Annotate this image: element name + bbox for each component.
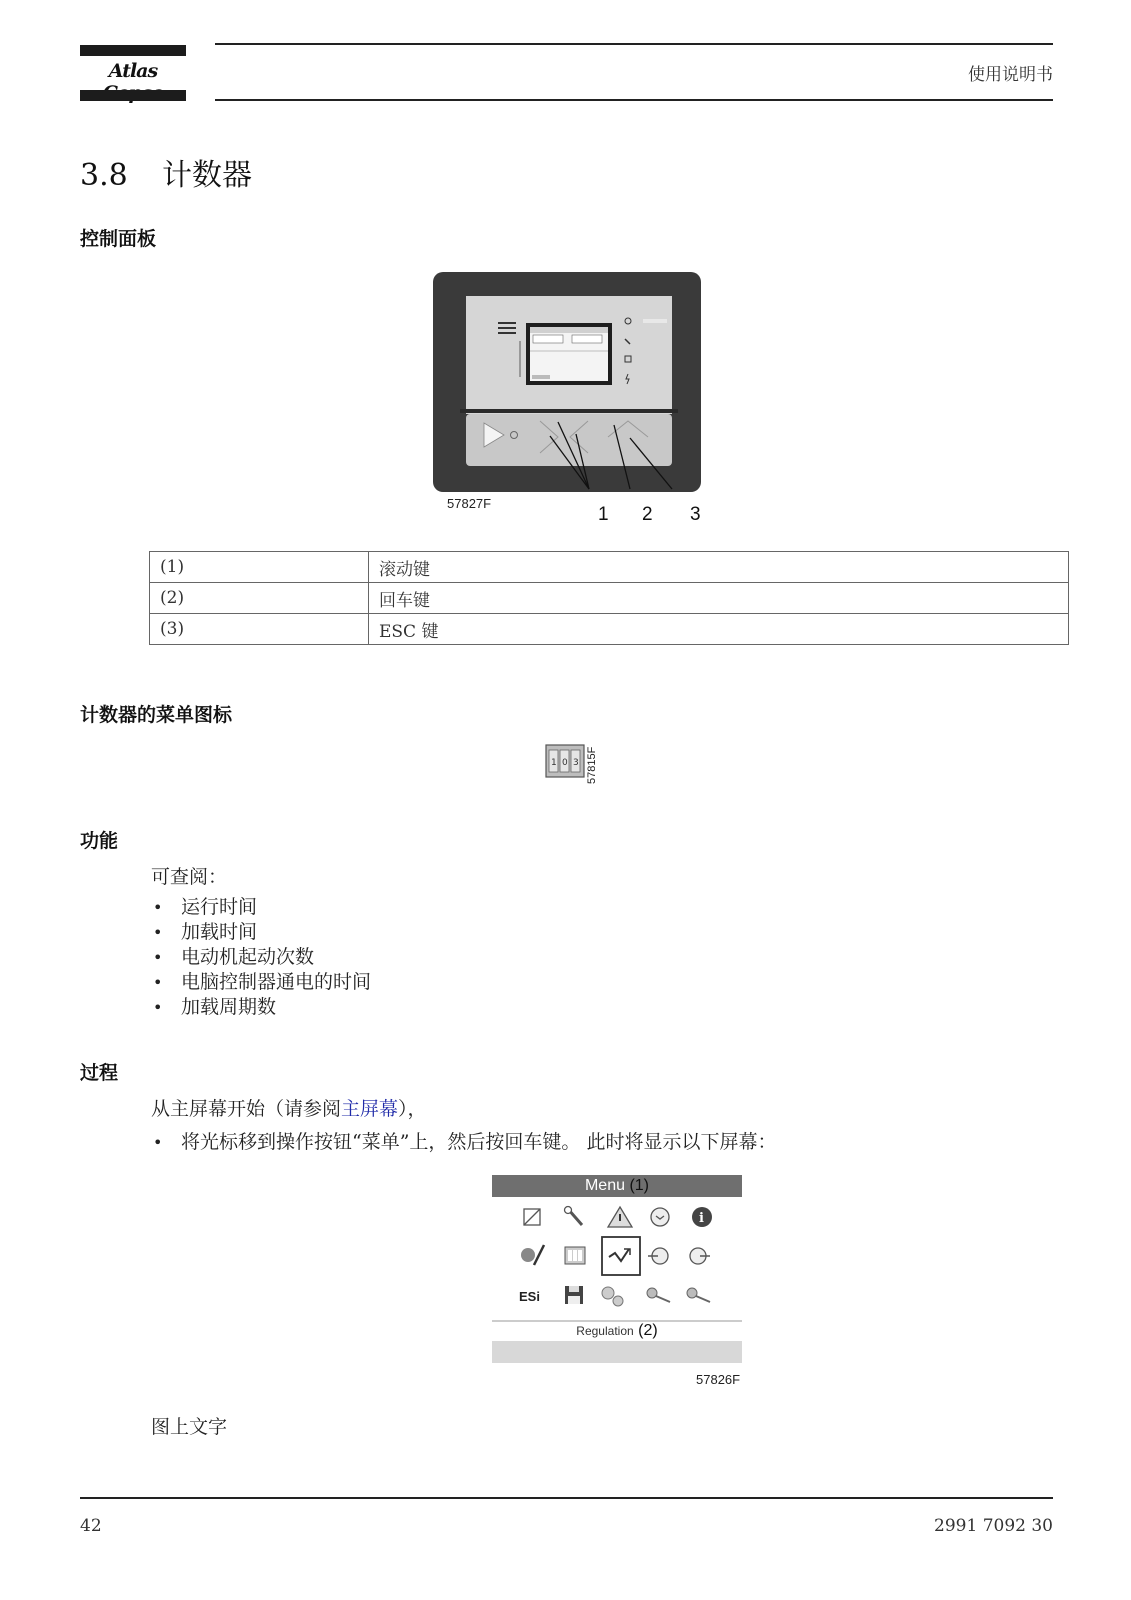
menu-title: Menu [584, 1177, 625, 1194]
callout-1: 1 [598, 504, 609, 525]
procedure-heading: 过程 [80, 1062, 119, 1084]
table-row [150, 583, 1069, 614]
key-id: (1) [150, 552, 369, 583]
figure-caption: 图上文字 [151, 1416, 228, 1438]
svg-text:3: 3 [573, 758, 579, 768]
menu-status-bar [492, 1341, 742, 1363]
list-item: • 加载时间 [151, 920, 551, 945]
procedure-intro-prefix: 从主屏幕开始（请参阅 [151, 1098, 342, 1120]
main-screen-link[interactable]: 主屏幕 [341, 1098, 399, 1120]
logo-bottom-bar [80, 90, 186, 101]
callout-3: 3 [690, 504, 701, 525]
svg-text:0: 0 [562, 758, 568, 768]
menu-screen-figure [492, 1175, 742, 1365]
control-panel-figure-code: 57827F [447, 496, 492, 511]
function-intro: 可查阅： [151, 866, 228, 888]
header-top-rule [215, 43, 1053, 45]
header-bottom-rule [215, 99, 1053, 101]
menu-icon-grid [492, 1197, 742, 1325]
menu-title-bar [492, 1175, 742, 1197]
menu-title-callout: (1) [629, 1177, 650, 1194]
document-number: 2991 7092 30 [934, 1516, 1053, 1536]
procedure-intro-suffix: ）， [398, 1098, 427, 1120]
save-icon [565, 1286, 583, 1304]
procedure-intro [151, 1094, 427, 1121]
control-panel-figure [432, 271, 702, 493]
page-number: 42 [80, 1516, 102, 1536]
regulation-label-bar [492, 1321, 742, 1341]
atlas-copco-logo [80, 45, 186, 101]
counter-icon [545, 744, 585, 778]
key-label: ESC 键 [369, 614, 1069, 645]
menu-screen-figure-code: 57826F [696, 1372, 741, 1387]
counter-icon [565, 1247, 585, 1264]
section-number: 3.8 [80, 158, 128, 193]
selected-cursor [602, 1237, 640, 1275]
list-item: • 电脑控制器通电的时间 [151, 970, 551, 995]
info-icon [692, 1207, 712, 1227]
menu-icon-figure-code: 57815F [586, 746, 598, 784]
regulation-callout: (2) [638, 1322, 658, 1339]
key-id: (2) [150, 583, 369, 614]
section-title: 计数器 [162, 158, 252, 193]
footer-rule [80, 1497, 1053, 1499]
list-item: • 运行时间 [151, 895, 551, 920]
keys-table [149, 551, 1069, 645]
list-item: • 电动机起动次数 [151, 945, 551, 970]
logo-text: Atlas [108, 60, 158, 82]
control-panel-illustration [432, 271, 702, 493]
svg-text:1: 1 [551, 758, 557, 768]
esi-icon: ESi [519, 1289, 540, 1304]
key-label: 滚动键 [369, 552, 1069, 583]
callout-2: 2 [642, 504, 653, 525]
table-row [150, 552, 1069, 583]
key-id: (3) [150, 614, 369, 645]
function-heading: 功能 [80, 830, 119, 852]
function-list [151, 895, 551, 1020]
list-item: • 将光标移到操作按钮“菜单”上，然后按回车键。 此时将显示以下屏幕： [151, 1130, 1051, 1155]
key-label: 回车键 [369, 583, 1069, 614]
menu-icon-heading: 计数器的菜单图标 [80, 704, 233, 726]
regulation-label: Regulation [576, 1324, 634, 1338]
svg-text:i: i [699, 1211, 704, 1226]
list-item: • 加载周期数 [151, 995, 551, 1020]
counter-menu-icon [545, 744, 585, 778]
section-heading [80, 150, 252, 194]
document-title: 使用说明书 [968, 65, 1053, 85]
table-row [150, 614, 1069, 645]
logo-top-bar [80, 45, 186, 56]
clock-icon [651, 1208, 669, 1226]
control-panel-heading: 控制面板 [80, 228, 157, 250]
procedure-steps [151, 1130, 1051, 1155]
